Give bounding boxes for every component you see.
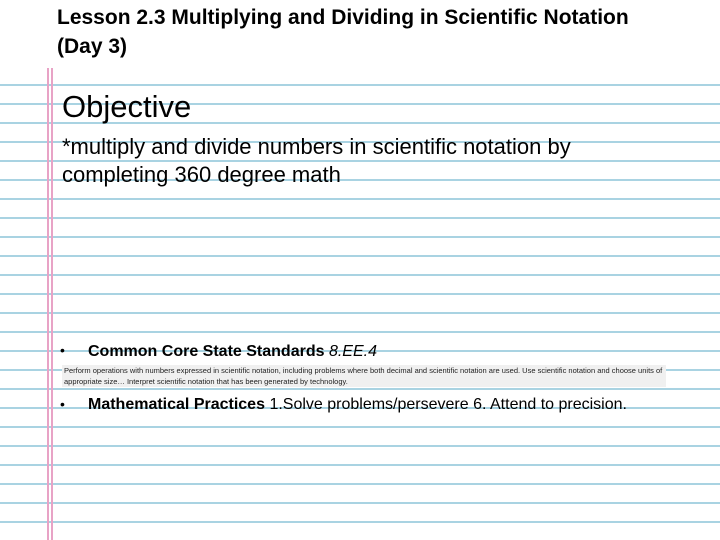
objective-heading: Objective <box>62 89 192 124</box>
margin-line-right <box>51 0 53 540</box>
standards-item <box>88 341 377 363</box>
practices-text: 1.Solve problems/persevere 6. Attend to precision. <box>269 396 627 413</box>
practices-label: Mathematical Practices <box>88 396 265 413</box>
bullet-icon: • <box>60 342 65 358</box>
standards-label: Common Core State Standards <box>88 343 325 360</box>
margin-line-left <box>47 0 49 540</box>
title-bar <box>0 0 720 68</box>
standards-code: 8.EE.4 <box>328 343 377 360</box>
lesson-title: Lesson 2.3 Multiplying and Dividing in Scientific Notation (Day 3) <box>57 6 629 58</box>
bullet-icon: • <box>60 396 65 412</box>
objective-text: *multiply and divide numbers in scientific notation by completing 360 degree math <box>62 134 571 187</box>
standard-description: Perform operations with numbers expressed in scientific notation, including problems where both decimal and scientific notation are used. Use scientific notation and choose units of appropriate size… Interpret scientific notation that has been generated by technology. <box>62 365 666 387</box>
practices-item <box>88 394 648 415</box>
